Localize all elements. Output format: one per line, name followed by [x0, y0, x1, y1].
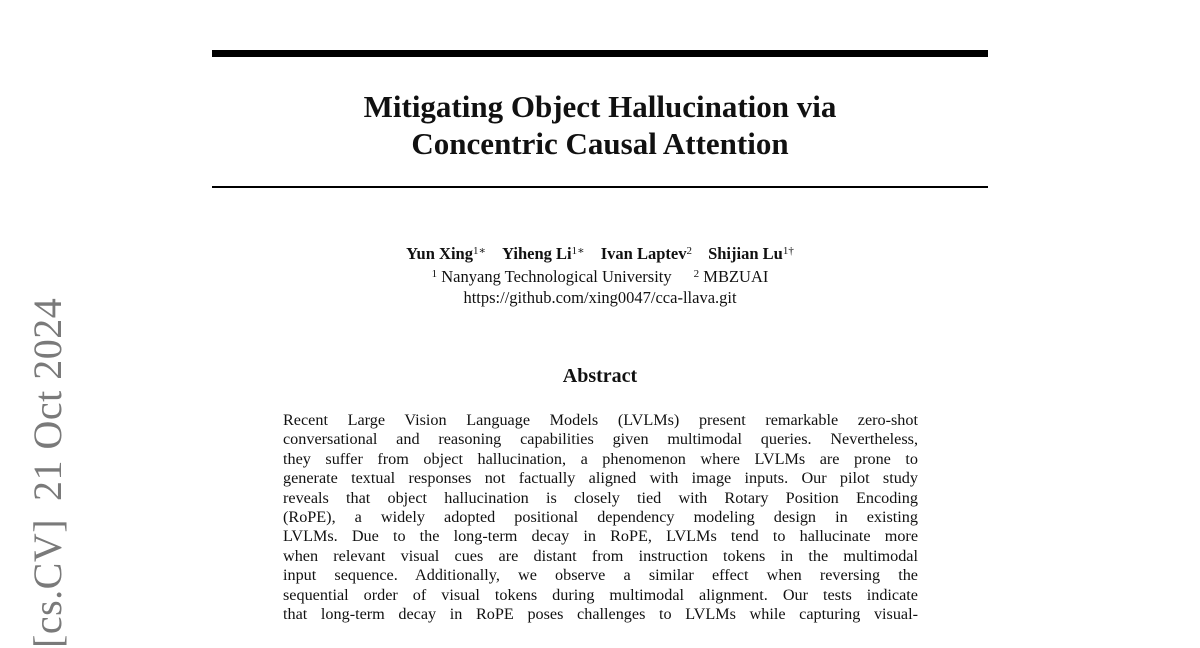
affiliation-mark: 1 [431, 268, 438, 280]
author-affiliation-mark: 2 [686, 245, 692, 257]
author-name: Yiheng Li [502, 244, 572, 263]
paper-title-line: Mitigating Object Hallucination via [363, 89, 837, 124]
title-top-rule [212, 50, 988, 57]
arxiv-side-stamp [25, 297, 70, 648]
author-name: Yun Xing [406, 244, 473, 263]
abstract-line: (RoPE), a widely adopted positional dependency modeling design in existing [283, 508, 918, 527]
abstract-line: LVLMs. Due to the long-term decay in RoPE, LVLMs tend to hallucinate more [283, 527, 918, 546]
abstract-line: that long-term decay in RoPE poses challenges to LVLMs while capturing visual- [283, 605, 918, 624]
author-affiliation-mark: 1∗ [571, 245, 585, 257]
author-affiliation-mark: 1† [782, 245, 794, 257]
paper-title-line: Concentric Causal Attention [411, 126, 789, 161]
affiliation-mark: 2 [693, 268, 700, 280]
abstract-line: sequential order of visual tokens during multimodal alignment. Our tests indicate [283, 585, 918, 604]
affiliation-name: Nanyang Technological University [441, 267, 672, 286]
code-link[interactable]: https://github.com/xing0047/cca-llava.git [463, 288, 737, 307]
author-name: Ivan Laptev [600, 244, 687, 263]
abstract-heading: Abstract [562, 365, 638, 387]
author-name: Shijian Lu [708, 244, 783, 263]
abstract-line: reveals that object hallucination is closely tied with Rotary Position Encoding [283, 488, 918, 507]
affiliation-list [212, 264, 988, 287]
abstract-line: input sequence. Additionally, we observe a similar effect when reversing the [283, 566, 918, 585]
author-affiliation-mark: 1∗ [472, 245, 486, 257]
abstract-line: generate textual responses not factually aligned with image inputs. Our pilot study [283, 469, 918, 488]
abstract-body [283, 411, 918, 624]
author-list [212, 241, 988, 264]
abstract-line: Recent Large Vision Language Models (LVLMs) present remarkable zero-shot [283, 411, 918, 429]
affiliation-name: MBZUAI [703, 267, 769, 286]
abstract-line: conversational and reasoning capabilities given multimodal queries. Nevertheless, [283, 430, 918, 449]
author-block [212, 241, 988, 308]
abstract-line: they suffer from object hallucination, a phenomenon where LVLMs are prone to [283, 449, 918, 468]
abstract-line: when relevant visual cues are distant from instruction tokens in the multimodal [283, 546, 918, 565]
title-bottom-rule [212, 186, 988, 188]
arxiv-category: [cs.CV] [25, 518, 70, 648]
arxiv-date: 21 Oct 2024 [25, 297, 70, 501]
paper-title [212, 88, 988, 162]
